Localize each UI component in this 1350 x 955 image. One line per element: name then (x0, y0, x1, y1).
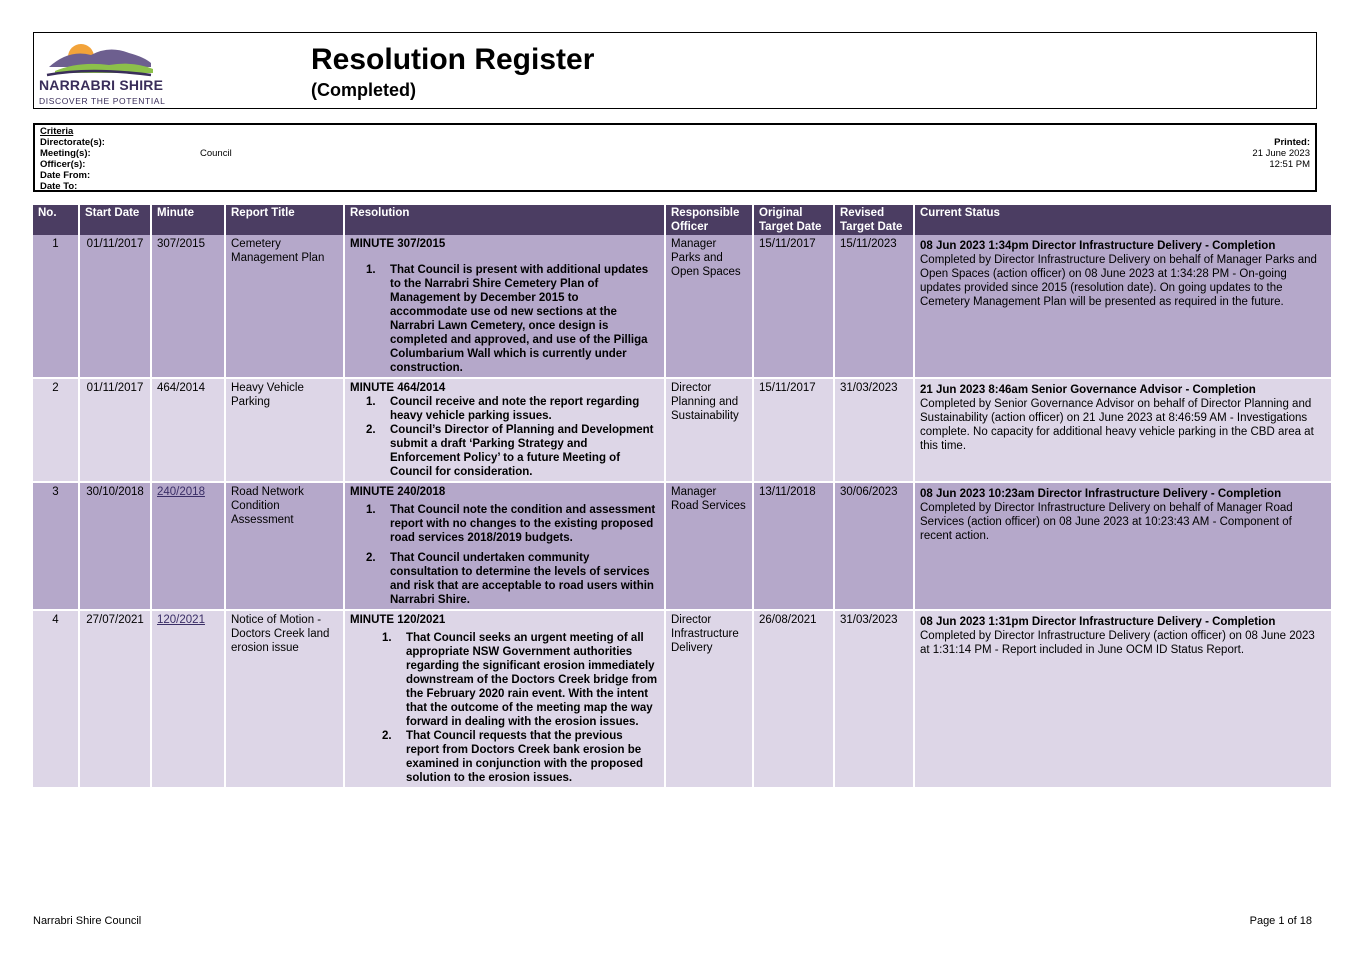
report-header (33, 32, 1317, 109)
row-revised-target: 30/06/2023 (834, 482, 914, 610)
criteria-title: Criteria (40, 126, 74, 137)
status-body: Completed by Senior Governance Advisor on behalf of Director Planning and Sustainability (action officer) on 21 June 2023 at 8:46:59 AM - Investigations complete. No capacity for additional heavy vehicle parking in the CBD area at this time. (920, 398, 1314, 452)
row-resolution (344, 235, 665, 378)
row-responsible-officer: Manager Road Services (665, 482, 753, 610)
table-row (33, 482, 1332, 610)
logo-tagline: DISCOVER THE POTENTIAL (39, 96, 166, 106)
col-header-original-target: Original Target Date (753, 205, 834, 235)
date-from-label: Date From: (40, 170, 91, 181)
row-start-date: 01/11/2017 (79, 235, 151, 378)
page-title: Resolution Register (311, 43, 595, 76)
row-report-title: Road Network Condition Assessment (225, 482, 344, 610)
row-minute: 464/2014 (151, 378, 225, 482)
row-report-title: Cemetery Management Plan (225, 235, 344, 378)
row-resolution (344, 610, 665, 788)
resolution-minute-heading: MINUTE 240/2018 (350, 486, 446, 498)
resolution-item: 1. Council receive and note the report regarding heavy vehicle parking issues. (366, 396, 640, 422)
row-original-target: 15/11/2017 (753, 378, 834, 482)
page-subtitle: (Completed) (311, 80, 416, 100)
resolution-minute-heading: MINUTE 464/2014 (350, 382, 446, 394)
resolution-minute-heading: MINUTE 307/2015 (350, 238, 446, 250)
status-body: Completed by Director Infrastructure Delivery (action officer) on 08 June 2023 at 1:31:14 PM - Report included in June OCM ID Status Report. (920, 630, 1315, 656)
status-body: Completed by Director Infrastructure Delivery on behalf of Manager Parks and Open Spaces (action officer) on 08 June 2023 at 1:34:28 PM - On-going updates provided since 2015 (resolution date). On going updates to the Cemetery Management Plan will be presented as required in the future. (920, 254, 1317, 308)
row-current-status (914, 482, 1332, 610)
row-responsible-officer: Manager Parks and Open Spaces (665, 235, 753, 378)
row-start-date: 30/10/2018 (79, 482, 151, 610)
resolution-item: 2. That Council undertaken community consultation to determine the levels of services and risk that are acceptable to road users within Narrabri Shire. (366, 552, 654, 606)
status-heading: 21 Jun 2023 8:46am Senior Governance Advisor - Completion (920, 384, 1256, 396)
officer-label: Officer(s): (40, 159, 86, 170)
row-start-date: 27/07/2021 (79, 610, 151, 788)
row-no: 3 (33, 482, 79, 610)
col-header-resolution: Resolution (344, 205, 665, 235)
col-header-start-date: Start Date (79, 205, 151, 235)
resolution-item: 1. That Council note the condition and assessment report with no changes to the existing proposed road services 2018/2019 budgets. (366, 504, 656, 544)
row-minute (151, 482, 225, 610)
date-to-label: Date To: (40, 181, 78, 192)
resolution-item: 1. That Council seeks an urgent meeting of all appropriate NSW Government authorities regarding the significant erosion immediately downstream of the Doctors Creek bridge from the February 2020 rain event. With the intent that the outcome of the meeting map the way forward in dealing with the erosion issues. (382, 632, 658, 728)
col-header-report-title: Report Title (225, 205, 344, 235)
col-header-responsible-officer: Responsible Officer (665, 205, 753, 235)
resolution-item: 1. That Council is present with additional updates to the Narrabri Shire Cemetery Plan of Management by December 2015 to accommodate use od new sections at the Narrabri Lawn Cemetery, once design is completed and approved, and use of the Pilliga Columbarium Wall which is currently under construction. (366, 264, 649, 374)
printed-time: 12:51 PM (1269, 159, 1310, 170)
footer-council-name: Narrabri Shire Council (33, 915, 142, 927)
row-no: 1 (33, 235, 79, 378)
table-row (33, 235, 1332, 378)
table-row (33, 610, 1332, 788)
row-revised-target: 31/03/2023 (834, 610, 914, 788)
row-minute: 307/2015 (151, 235, 225, 378)
resolution-item: 2. That Council requests that the previous report from Doctors Creek bank erosion be examined in conjunction with the proposed solution to the erosion issues. (382, 730, 644, 784)
meeting-label: Meeting(s): (40, 148, 91, 159)
directorate-label: Directorate(s): (40, 137, 105, 148)
row-no: 2 (33, 378, 79, 482)
row-start-date: 01/11/2017 (79, 378, 151, 482)
col-header-minute: Minute (151, 205, 225, 235)
row-resolution (344, 378, 665, 482)
row-report-title: Heavy Vehicle Parking (225, 378, 344, 482)
row-current-status (914, 610, 1332, 788)
minute-link[interactable]: 240/2018 (157, 486, 205, 498)
status-heading: 08 Jun 2023 10:23am Director Infrastructure Delivery - Completion (920, 488, 1282, 500)
col-header-current-status: Current Status (914, 205, 1332, 235)
resolution-item: 2. Council’s Director of Planning and Development submit a draft ‘Parking Strategy and Enforcement Policy’ to a future Meeting of Council for consideration. (366, 424, 654, 478)
row-minute (151, 610, 225, 788)
row-original-target: 26/08/2021 (753, 610, 834, 788)
col-header-no: No. (33, 205, 79, 235)
resolution-table (33, 205, 1333, 789)
row-current-status (914, 378, 1332, 482)
row-responsible-officer: Director Infrastructure Delivery (665, 610, 753, 788)
status-heading: 08 Jun 2023 1:31pm Director Infrastructure Delivery - Completion (920, 616, 1276, 628)
table-row (33, 378, 1332, 482)
criteria-panel (33, 123, 1317, 192)
status-body: Completed by Director Infrastructure Delivery on behalf of Manager Road Services (action officer) on 08 June 2023 at 10:23:43 AM - Component of recent action. (920, 502, 1293, 542)
row-original-target: 15/11/2017 (753, 235, 834, 378)
row-original-target: 13/11/2018 (753, 482, 834, 610)
row-revised-target: 15/11/2023 (834, 235, 914, 378)
printed-label: Printed: (1274, 137, 1310, 148)
row-no: 4 (33, 610, 79, 788)
meeting-value: Council (200, 148, 232, 159)
minute-link[interactable]: 120/2021 (157, 614, 205, 626)
row-current-status (914, 235, 1332, 378)
row-responsible-officer: Director Planning and Sustainability (665, 378, 753, 482)
logo-name: NARRABRI SHIRE (39, 77, 164, 93)
row-revised-target: 31/03/2023 (834, 378, 914, 482)
printed-date: 21 June 2023 (1252, 148, 1310, 159)
resolution-minute-heading: MINUTE 120/2021 (350, 614, 446, 626)
row-report-title: Notice of Motion - Doctors Creek land erosion issue (225, 610, 344, 788)
col-header-revised-target: Revised Target Date (834, 205, 914, 235)
table-header-row (33, 205, 1332, 235)
status-heading: 08 Jun 2023 1:34pm Director Infrastructure Delivery - Completion (920, 240, 1276, 252)
footer-page-number: Page 1 of 18 (1249, 915, 1312, 927)
row-resolution (344, 482, 665, 610)
